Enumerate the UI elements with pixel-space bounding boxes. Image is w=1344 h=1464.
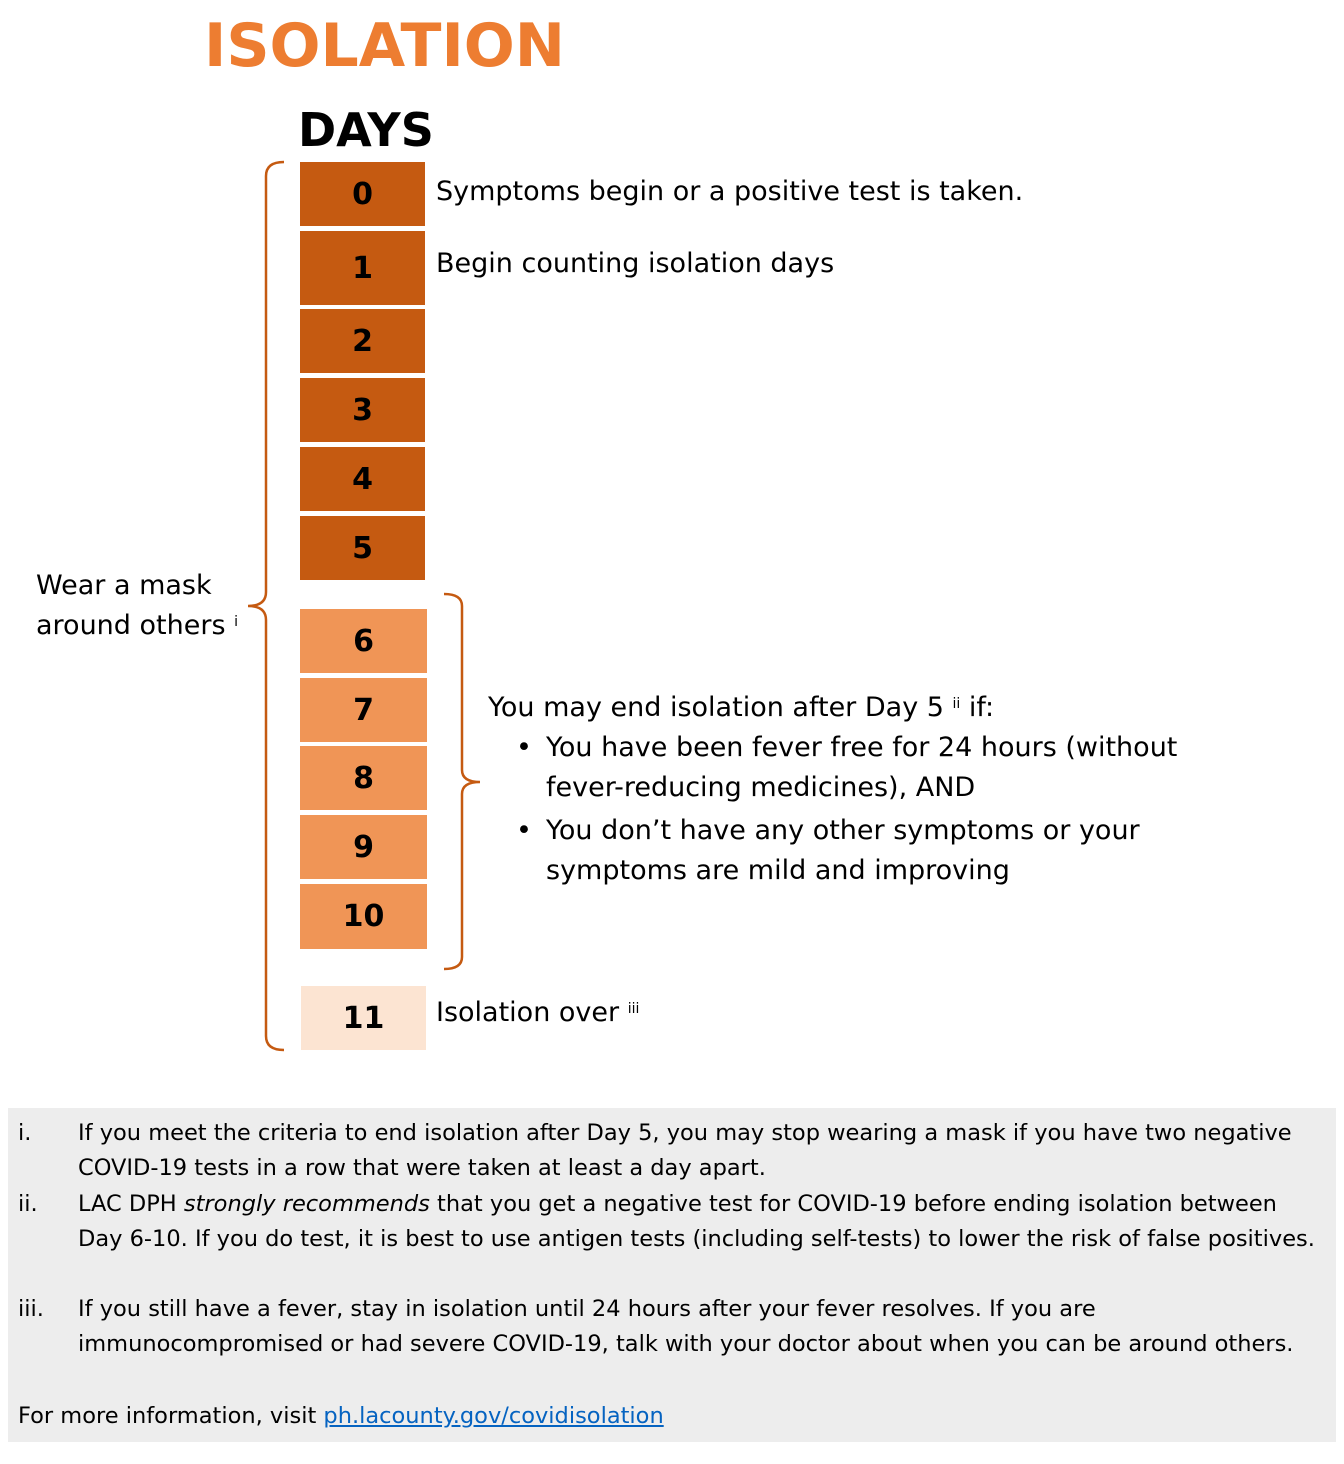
footnote-text: that you get a negative test for COVID-19 before ending isolation between Day 6-10. If you do test, it is best to use antigen tests (including self-tests) to lower the risk of false positives. [78,1191,1315,1252]
intro-after: if: [960,692,995,723]
bullet-line: You don’t have any other symptoms or your [546,815,1140,846]
day-label: 6 [353,623,374,659]
day-label: 8 [353,760,374,796]
footnote-emphasis: strongly recommends [183,1191,430,1217]
day11-annotation [436,993,639,1033]
days-heading: DAYS [298,103,434,157]
criteria-bullet-1 [488,728,1177,808]
day-label: 11 [342,1000,385,1036]
footnotes-panel [8,1108,1336,1442]
footnote-prefix: LAC DPH [78,1191,184,1217]
footnote-ref-ii: ii [952,696,961,712]
mask-text-line1: Wear a mask [36,570,212,601]
more-info [18,1399,664,1434]
criteria-bullet-2 [488,811,1177,891]
bullet-line: fever-reducing medicines), AND [546,772,976,803]
day-label: 0 [352,176,373,212]
footnote-number: iii. [18,1296,44,1322]
day0-annotation: Symptoms begin or a positive test is taken. [436,176,1024,207]
intro-text: You may end isolation after Day 5 [488,692,944,723]
day-label: 1 [352,250,373,286]
footnote-i [18,1116,1328,1186]
footnote-ii [18,1187,1328,1257]
footnote-number: ii. [18,1191,38,1217]
page-title: ISOLATION [204,11,566,81]
bullet-icon: • [516,732,532,763]
day-label: 10 [342,899,385,934]
end-isolation-criteria [488,688,1177,891]
footnote-body [78,1187,1328,1257]
day-label: 9 [353,829,374,865]
more-info-text: For more information, visit [18,1403,324,1429]
day11-text: Isolation over [436,997,620,1028]
day-label: 5 [352,530,373,566]
day-label: 4 [352,461,373,497]
footnote-iii [18,1292,1328,1362]
bullet-line: symptoms are mild and improving [546,855,1010,886]
bullet-icon: • [516,815,532,846]
footnote-text: If you meet the criteria to end isolation after Day 5, you may stop wearing a mask if you have two negative COVID-19 tests in a row that were taken at least a day apart. [78,1120,1292,1181]
footnote-number: i. [18,1120,32,1146]
end-isolation-intro [488,688,1177,728]
day-label: 2 [352,323,373,359]
footnote-text: If you still have a fever, stay in isolation until 24 hours after your fever resolves. If you are immunocompromised or had severe COVID-19, talk with your doctor about when you can be around others. [78,1296,1294,1357]
more-info-link[interactable]: ph.lacounty.gov/covidisolation [323,1403,664,1429]
mask-bracket [248,162,284,1050]
end-isolation-bracket [444,594,480,969]
footnote-ref-iii: iii [627,1001,640,1017]
mask-text: around others [36,610,226,641]
bullet-line: You have been fever free for 24 hours (without [546,732,1178,763]
day-label: 7 [353,692,374,728]
footnote-ref-i: i [234,614,238,630]
day-label: 3 [352,392,373,428]
mask-text-line2 [36,606,238,646]
day1-annotation: Begin counting isolation days [436,248,835,279]
